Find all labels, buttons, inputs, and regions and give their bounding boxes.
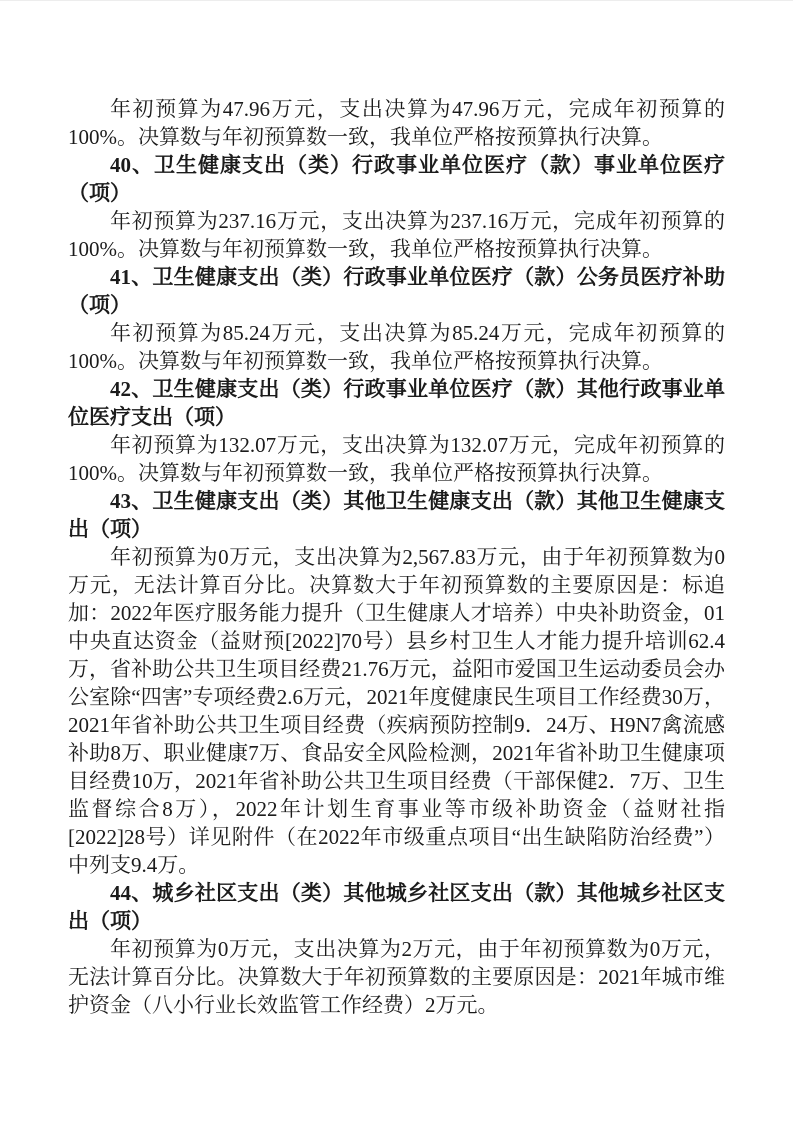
budget-detail-paragraph-40: 年初预算为237.16万元，支出决算为237.16万元，完成年初预算的100%。决算数与年初预算数一致，我单位严格按预算执行决算。 [68,209,725,261]
page-top-edge [0,0,793,1]
budget-detail-paragraph-43: 年初预算为0万元，支出决算为2,567.83万元，由于年初预算数为0万元，无法计算百分比。决算数大于年初预算数的主要原因是：标追加：2022年医疗服务能力提升（卫生健康人才培养）中央补助资金，01中央直达资金（益财预[2022]70号）县乡村卫生人才能力提升培训62.4万，省补助公共卫生项目经费21.76万元，益阳市爱国卫生运动委员会办公室除“四害”专项经费2.6万元，2021年度健康民生项目工作经费30万，2021年省补助公共卫生项目经费（疾病预防控制9．24万、H9N7禽流感补助8万、职业健康7万、食品安全风险检测，2021年省补助卫生健康项目经费10万，2021年省补助公共卫生项目经费（干部保健2．7万、卫生监督综合8万），2022年计划生育事业等市级补助资金（益财社指[2022]28号）详见附件（在2022年市级重点项目“出生缺陷防治经费”）中列支9.4万。 [68,545,725,877]
budget-detail-paragraph-39: 年初预算为47.96万元，支出决算为47.96万元，完成年初预算的100%。决算数与年初预算数一致，我单位严格按预算执行决算。 [68,97,725,149]
budget-detail-paragraph-42: 年初预算为132.07万元，支出决算为132.07万元，完成年初预算的100%。决算数与年初预算数一致，我单位严格按预算执行决算。 [68,433,725,485]
section-heading-40: 40、卫生健康支出（类）行政事业单位医疗（款）事业单位医疗（项） [68,153,725,205]
section-heading-44: 44、城乡社区支出（类）其他城乡社区支出（款）其他城乡社区支出（项） [68,881,725,933]
budget-detail-paragraph-44: 年初预算为0万元，支出决算为2万元，由于年初预算数为0万元，无法计算百分比。决算数大于年初预算数的主要原因是：2021年城市维护资金（八小行业长效监管工作经费）2万元。 [68,937,725,1017]
budget-detail-paragraph-41: 年初预算为85.24万元，支出决算为85.24万元，完成年初预算的100%。决算数与年初预算数一致，我单位严格按预算执行决算。 [68,321,725,373]
document-content [68,95,725,1019]
section-heading-43: 43、卫生健康支出（类）其他卫生健康支出（款）其他卫生健康支出（项） [68,489,725,541]
section-heading-42: 42、卫生健康支出（类）行政事业单位医疗（款）其他行政事业单位医疗支出（项） [68,377,725,429]
section-heading-41: 41、卫生健康支出（类）行政事业单位医疗（款）公务员医疗补助（项） [68,265,725,317]
